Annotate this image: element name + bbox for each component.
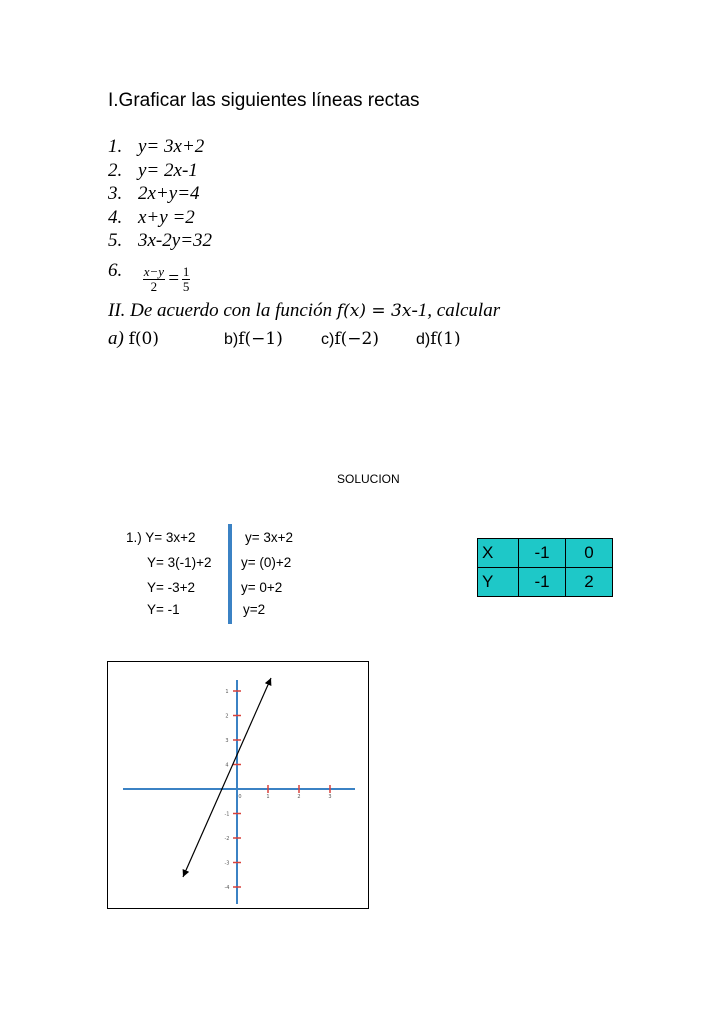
part-a: a) f(0) (108, 328, 159, 349)
table-row (478, 568, 613, 597)
y-tick-label: -1 (224, 811, 230, 818)
exercise-3: 3. 2x+y=4 (108, 183, 200, 204)
exercise-5: 5. 3x-2y=32 (108, 230, 213, 251)
left-step-1: 1.) Y= 3x+2 (126, 530, 196, 545)
section-1-title: I.Graficar las siguientes líneas rectas (108, 90, 420, 111)
right-step-3: y= 0+2 (241, 580, 283, 595)
right-step-4: y=2 (243, 602, 266, 617)
exercise-4: 4. x+y =2 (108, 206, 195, 228)
y-tick-label: 1 (225, 689, 229, 695)
exercise-list (108, 135, 213, 294)
right-step-2: y= (0)+2 (241, 555, 292, 570)
table-cell: -1 (519, 568, 566, 597)
fraction-left: $\frac{x-y}{2}$ (143, 263, 165, 294)
x-tick-label: 0 (238, 794, 242, 800)
table-cell: -1 (519, 539, 566, 568)
y-tick-label: -4 (224, 885, 230, 891)
y-tick-label: -3 (224, 860, 230, 867)
y-header: Y (478, 568, 519, 597)
y-tick-label: 2 (225, 713, 229, 720)
x-tick-label: 3 (328, 794, 332, 800)
left-step-2: Y= 3(-1)+2 (147, 555, 212, 570)
exercise-6: 6. $\frac{x-y}{2}$ = $\frac{1}{5}$ (108, 253, 212, 289)
fraction-right: $\frac{1}{5}$ (182, 263, 190, 294)
part-b: b)f(−1) (224, 329, 283, 349)
line-graph (107, 661, 369, 909)
section-2-parts (108, 328, 528, 354)
section-2-heading: II. De acuerdo con la función f(x) = 3x-1, calcular (108, 300, 501, 321)
part-c: c)f(−2) (321, 329, 379, 349)
y-tick-label: 3 (225, 738, 229, 744)
table-cell: 0 (566, 539, 613, 568)
y-tick-label: 4 (225, 762, 229, 769)
xy-value-table (477, 538, 613, 597)
fraction-equation: $\frac{x-y}{2}$ = $\frac{1}{5}$ (143, 263, 190, 294)
x-tick-label: 2 (297, 794, 301, 800)
plotted-line (183, 730, 248, 877)
x-tick-label: 1 (266, 794, 270, 800)
left-step-3: Y= -3+2 (147, 580, 196, 595)
solution-heading: SOLUCION (337, 472, 400, 486)
table-row (478, 539, 613, 568)
right-step-1: y= 3x+2 (245, 530, 294, 545)
left-step-4: Y= -1 (147, 602, 180, 617)
part-d: d)f(1) (416, 329, 461, 349)
divider-bar (228, 524, 232, 624)
graph-canvas (108, 662, 368, 908)
exercise-2: 2. y= 2x-1 (108, 159, 198, 181)
plotted-line-top (248, 678, 271, 730)
y-tick-label: -2 (224, 836, 230, 842)
table-cell: 2 (566, 568, 613, 597)
exercise-1: 1. y= 3x+2 (108, 136, 205, 157)
x-header: X (478, 539, 519, 568)
